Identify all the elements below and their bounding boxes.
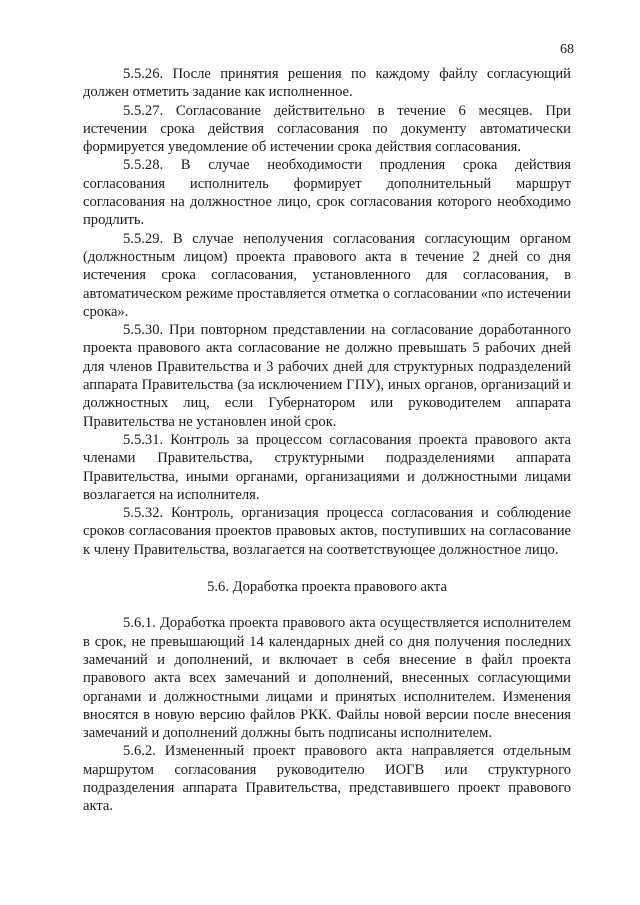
paragraph-5-5-28: 5.5.28. В случае необходимости продления срока действия согласования исполнитель формирует дополнительный маршрут согласования на должностное лицо, срок согласования которого необходимо продлить. <box>83 157 571 229</box>
paragraph-5-5-30: 5.5.30. При повторном представлении на согласование доработанного проекта правового акта согласование не должно превышать 5 рабочих дней для членов Правительства и 3 рабочих дней для структурных подразделений аппарата Правительства (за исключением ГПУ), иных органов, организаций и должностных лиц, если Губернатором или руководителем аппарата Правительства не установлен иной срок. <box>83 322 571 430</box>
paragraph-5-6-1: 5.6.1. Доработка проекта правового акта осуществляется исполнителем в срок, не превышающий 14 календарных дней со дня получения последних замечаний и дополнений, и включает в себя внесение в файл проекта правового акта всех замечаний и дополнений, внесенных согласующими органами и должностными лицами и принятых исполнителем. Изменения вносятся в новую версию файлов РКК. Файлы новой версии после внесения замечаний и дополнений должны быть подписаны исполнителем. <box>83 615 571 742</box>
paragraph-5-5-29: 5.5.29. В случае неполучения согласования согласующим органом (должностным лицом) проекта правового акта в течение 2 дней со дня истечения срока согласования, установленного для согласования, в автоматическом режиме проставляется отметка о согласовании «по истечении срока». <box>83 230 571 320</box>
document-body <box>83 65 571 816</box>
section-heading: 5.6. Доработка проекта правового акта <box>207 579 447 596</box>
paragraph-5-5-32: 5.5.32. Контроль, организация процесса согласования и соблюдение сроков согласования проектов правовых актов, поступивших на согласование к члену Правительства, возлагается на соответствующее должностное лицо. <box>83 505 571 558</box>
paragraph-5-6-2: 5.6.2. Измененный проект правового акта направляется отдельным маршрутом согласования руководителю ИОГВ или структурного подразделения аппарата Правительства, представившего проект правового акта. <box>83 743 571 815</box>
paragraph-5-5-26: 5.5.26. После принятия решения по каждому файлу согласующий должен отметить задание как исполненное. <box>83 66 571 101</box>
page-number: 68 <box>560 42 574 57</box>
paragraph-5-5-31: 5.5.31. Контроль за процессом согласования проекта правового акта членами Правительства, структурными подразделениями аппарата Правительства, иными органами, организациями и должностными лицами возлагается на исполнителя. <box>83 431 571 503</box>
paragraph-5-5-27: 5.5.27. Согласование действительно в течение 6 месяцев. При истечении срока действия согласования по документу автоматически формируется уведомление об истечении срока действия согласования. <box>83 102 571 156</box>
